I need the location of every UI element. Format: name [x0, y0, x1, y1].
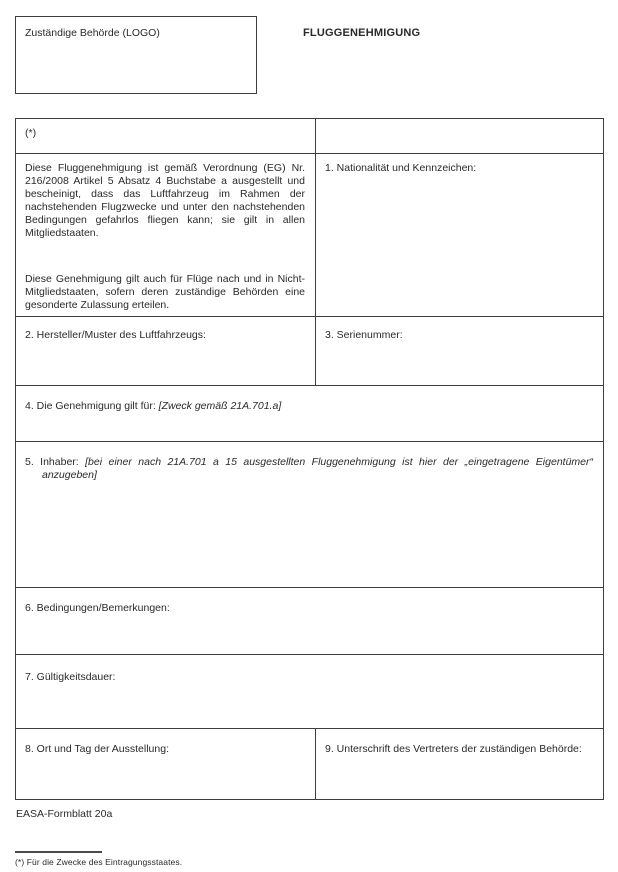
- field-1-nationality-label: 1. Nationalität und Kennzeichen:: [325, 162, 477, 174]
- row-footnote-marker: [16, 119, 604, 154]
- field-4-purpose-label: 4. Die Genehmigung gilt für:: [25, 400, 156, 412]
- field-5-holder: [25, 456, 593, 482]
- authority-logo-box: [15, 16, 257, 94]
- field-7-validity-label: 7. Gültigkeitsdauer:: [25, 671, 116, 683]
- permit-table: [15, 118, 604, 800]
- field-6-conditions-label: 6. Bedingungen/Bemerkungen:: [25, 602, 170, 614]
- intro-paragraph-1: Diese Fluggenehmigung ist gemäß Verordnung (EG) Nr. 216/2008 Artikel 5 Absatz 4 Buchstabe a ausgestellt und bescheinigt, dass das Luftfahrzeug im Rahmen der nachstehenden Flugzwecke und unter den nachstehenden Bedingungen gefahrlos fliegen kann; sie gilt in allen Mitgliedstaaten.: [25, 162, 305, 239]
- footnote-marker-cell: [16, 119, 316, 154]
- authority-logo-label: Zuständige Behörde (LOGO): [25, 27, 160, 39]
- field-9-signature-label: 9. Unterschrift des Vertreters der zuständigen Behörde:: [325, 743, 582, 755]
- intro-paragraph-2: Diese Genehmigung gilt auch für Flüge nach und in Nicht-Mitgliedstaaten, sofern deren zuständige Behörden eine gesonderte Zulassung erteilen.: [25, 273, 305, 311]
- intro-cell: [16, 154, 316, 317]
- row-conditions: [16, 588, 604, 655]
- empty-cell: [316, 119, 604, 154]
- field-nationality-cell: [316, 154, 604, 317]
- field-issue-cell: [16, 729, 316, 800]
- field-5-holder-label: 5. Inhaber:: [25, 456, 79, 468]
- field-manufacturer-cell: [16, 317, 316, 386]
- field-8-issue-label: 8. Ort und Tag der Ausstellung:: [25, 743, 169, 755]
- field-3-serial-label: 3. Serienummer:: [325, 329, 403, 341]
- footnote-divider: [15, 851, 102, 853]
- form-title: FLUGGENEHMIGUNG: [303, 27, 421, 39]
- row-holder: [16, 442, 604, 588]
- field-serial-cell: [316, 317, 604, 386]
- field-2-manufacturer-label: 2. Hersteller/Muster des Luftfahrzeugs:: [25, 329, 206, 341]
- footnote: (*) Für die Zwecke des Eintragungsstaates.: [15, 857, 183, 867]
- field-4-purpose-hint: [Zweck gemäß 21A.701.a]: [158, 400, 282, 412]
- field-signature-cell: [316, 729, 604, 800]
- field-4-purpose: [25, 400, 593, 413]
- row-purpose: [16, 386, 604, 442]
- row-manufacturer-serial: [16, 317, 604, 386]
- field-conditions-cell: [16, 588, 604, 655]
- field-validity-cell: [16, 655, 604, 729]
- row-issue-signature: [16, 729, 604, 800]
- row-validity: [16, 655, 604, 729]
- footnote-marker: (*): [25, 127, 37, 139]
- field-5-holder-hint: [bei einer nach 21A.701 a 15 ausgestellten Fluggenehmigung ist hier der „eingetragene Eigentümer“ anzugeben]: [42, 456, 593, 481]
- field-purpose-cell: [16, 386, 604, 442]
- row-intro: [16, 154, 604, 317]
- form-number: EASA-Formblatt 20a: [16, 808, 113, 820]
- field-holder-cell: [16, 442, 604, 588]
